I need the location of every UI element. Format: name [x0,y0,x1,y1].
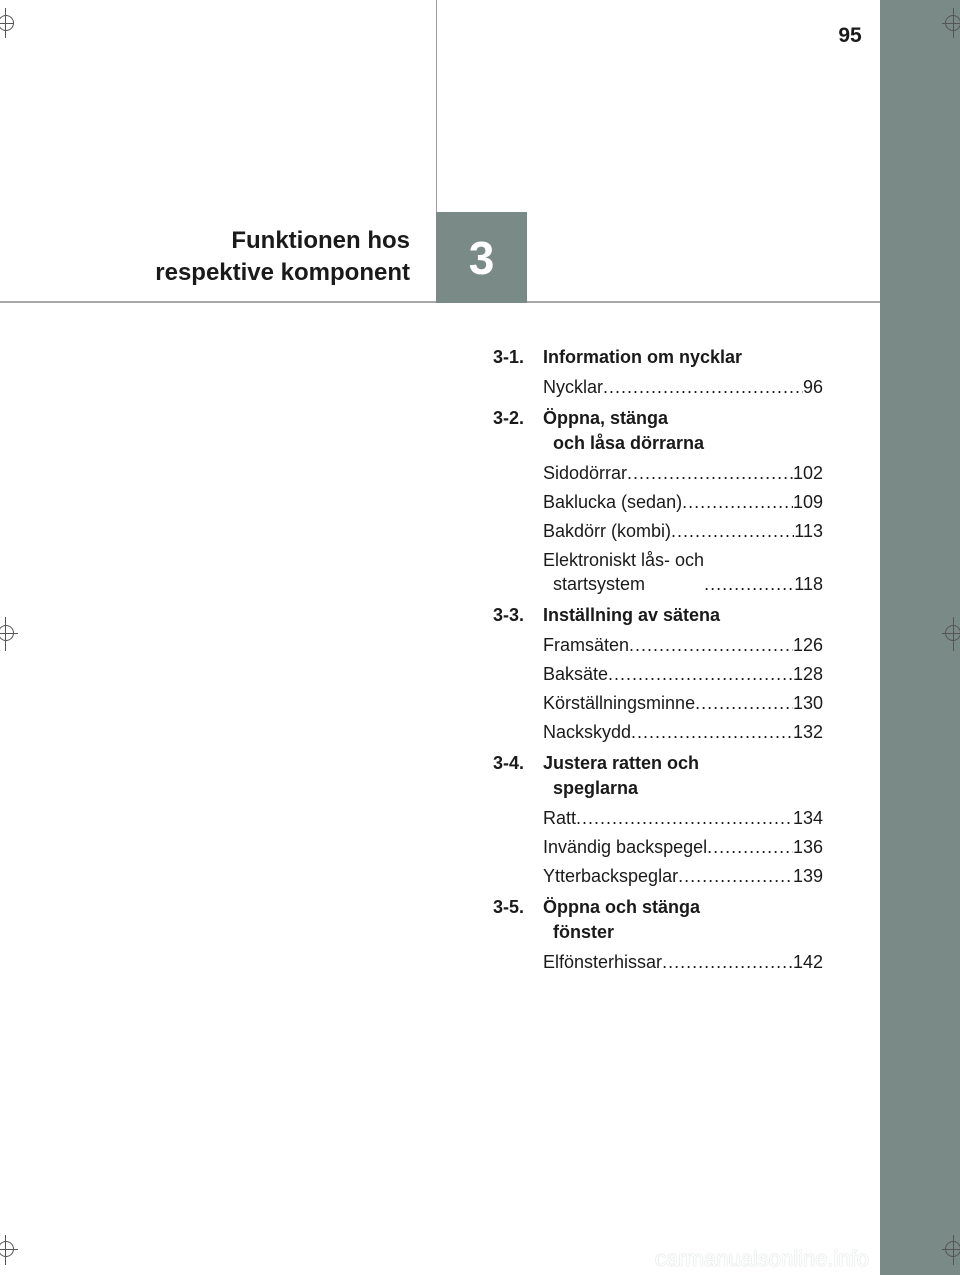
crop-mark-top-left [0,0,20,40]
toc-section [493,895,823,974]
toc-entry-label-line: Bakdörr (kombi) [543,521,672,541]
toc-entry-page: 118 [794,574,823,594]
toc-leader-dots [627,461,793,485]
toc-section-title-line: Information om nycklar [543,347,743,367]
toc-entry-label-line: Elektroniskt lås- och [543,550,705,570]
toc-section [493,406,823,596]
toc-entry-label [543,835,793,859]
toc-entry-label [543,461,793,485]
toc-entry[interactable] [543,375,823,399]
toc-entry-label-line: Baklucka (sedan) [543,492,683,512]
toc-section-number: 3-5. [493,897,525,917]
chapter-number-box: 3 [436,212,527,303]
toc-section-heading [493,345,823,370]
toc-leader-dots [695,691,793,715]
toc-entry-page: 130 [792,693,823,713]
toc-entry-label-line: Framsäten [543,635,630,655]
toc-entry[interactable] [543,806,823,830]
toc-section-title [543,406,823,456]
toc-section-heading [493,895,823,945]
toc-section-title [543,895,823,945]
toc-entry[interactable] [543,691,823,715]
toc-leader-dots [576,806,793,830]
toc-section [493,345,823,399]
toc-section-title-line: speglarna [553,778,639,798]
toc-entry-page: 128 [792,664,823,684]
toc-section-title-line: fönster [553,922,615,942]
crop-mark-bottom-right [938,1235,960,1275]
toc-section-title-line: Inställning av sätena [543,605,721,625]
toc-entry-label [543,375,803,399]
crop-mark-bottom-left [0,1235,20,1275]
toc-entry-label [543,548,794,596]
toc-leader-dots [603,375,803,399]
toc-entry-page: 136 [792,837,823,857]
table-of-contents [493,345,823,981]
toc-entry-label [543,720,793,744]
toc-section-title-line: och låsa dörrarna [553,433,705,453]
toc-section-number: 3-1. [493,347,525,367]
toc-entry-label-line: Ytterbackspeglar [543,866,679,886]
toc-entry-label-line: Körställningsminne [543,693,696,713]
toc-entry[interactable] [543,720,823,744]
chapter-title [40,225,410,289]
toc-entry-label [543,490,793,514]
toc-entry-page: 109 [792,492,823,512]
toc-entry[interactable] [543,519,823,543]
toc-entry-label-line: Invändig backspegel [543,837,708,857]
toc-section [493,603,823,744]
toc-entry[interactable] [543,548,823,596]
toc-section-heading [493,406,823,456]
watermark: carmanualsonline.info [655,1246,870,1271]
toc-entry-label [543,662,793,686]
toc-leader-dots [631,720,793,744]
toc-entry[interactable] [543,835,823,859]
toc-leader-dots [707,835,793,859]
toc-entry[interactable] [543,633,823,657]
toc-entry-page: 126 [792,635,823,655]
crop-mark-mid-right [938,615,960,655]
toc-leader-dots [682,490,793,514]
toc-leader-dots [704,572,794,596]
toc-leader-dots [629,633,793,657]
toc-entry-label [543,633,793,657]
toc-section-title [543,751,823,801]
toc-section-title-line: Öppna, stänga [543,408,669,428]
toc-entry-label-line: Sidodörrar [543,463,628,483]
toc-section [493,751,823,888]
toc-entry-page: 139 [792,866,823,886]
toc-entry[interactable] [543,662,823,686]
toc-entry-label-line: Nackskydd [543,722,632,742]
toc-section-number: 3-2. [493,408,525,428]
toc-section-title-line: Justera ratten och [543,753,700,773]
toc-entry-label-line: Nycklar [543,377,604,397]
page-number: 95 [838,24,862,47]
toc-entry-page: 132 [792,722,823,742]
toc-section-number: 3-3. [493,605,525,625]
toc-entry-label [543,864,793,888]
toc-leader-dots [678,864,793,888]
toc-leader-dots [662,950,793,974]
crop-mark-top-right [938,0,960,40]
toc-section-title-line: Öppna och stänga [543,897,701,917]
toc-entry-page: 134 [792,808,823,828]
toc-section-title [543,603,823,628]
toc-entry-page: 102 [792,463,823,483]
toc-section-heading [493,603,823,628]
toc-entry-label [543,691,793,715]
toc-entry-label-line: Elfönsterhissar [543,952,663,972]
toc-entry-label-line: Ratt [543,808,577,828]
toc-entry-label [543,950,793,974]
chapter-title-line: Funktionen hos [231,227,410,254]
toc-entry-label [543,519,794,543]
toc-entry[interactable] [543,864,823,888]
toc-section-title [543,345,823,370]
toc-section-heading [493,751,823,801]
toc-leader-dots [608,662,793,686]
toc-entry-label-line: startsystem [553,574,646,594]
toc-entry[interactable] [543,950,823,974]
toc-entry-label-line: Baksäte [543,664,609,684]
vertical-divider [436,0,437,212]
toc-leader-dots [671,519,794,543]
toc-section-number: 3-4. [493,753,525,773]
toc-entry[interactable] [543,490,823,514]
toc-entry-label [543,806,793,830]
crop-mark-mid-left [0,615,20,655]
toc-entry-page: 142 [792,952,823,972]
toc-entry-page: 96 [802,377,823,397]
toc-entry-page: 113 [794,521,823,541]
toc-entry[interactable] [543,461,823,485]
chapter-title-line: respektive komponent [155,259,410,286]
